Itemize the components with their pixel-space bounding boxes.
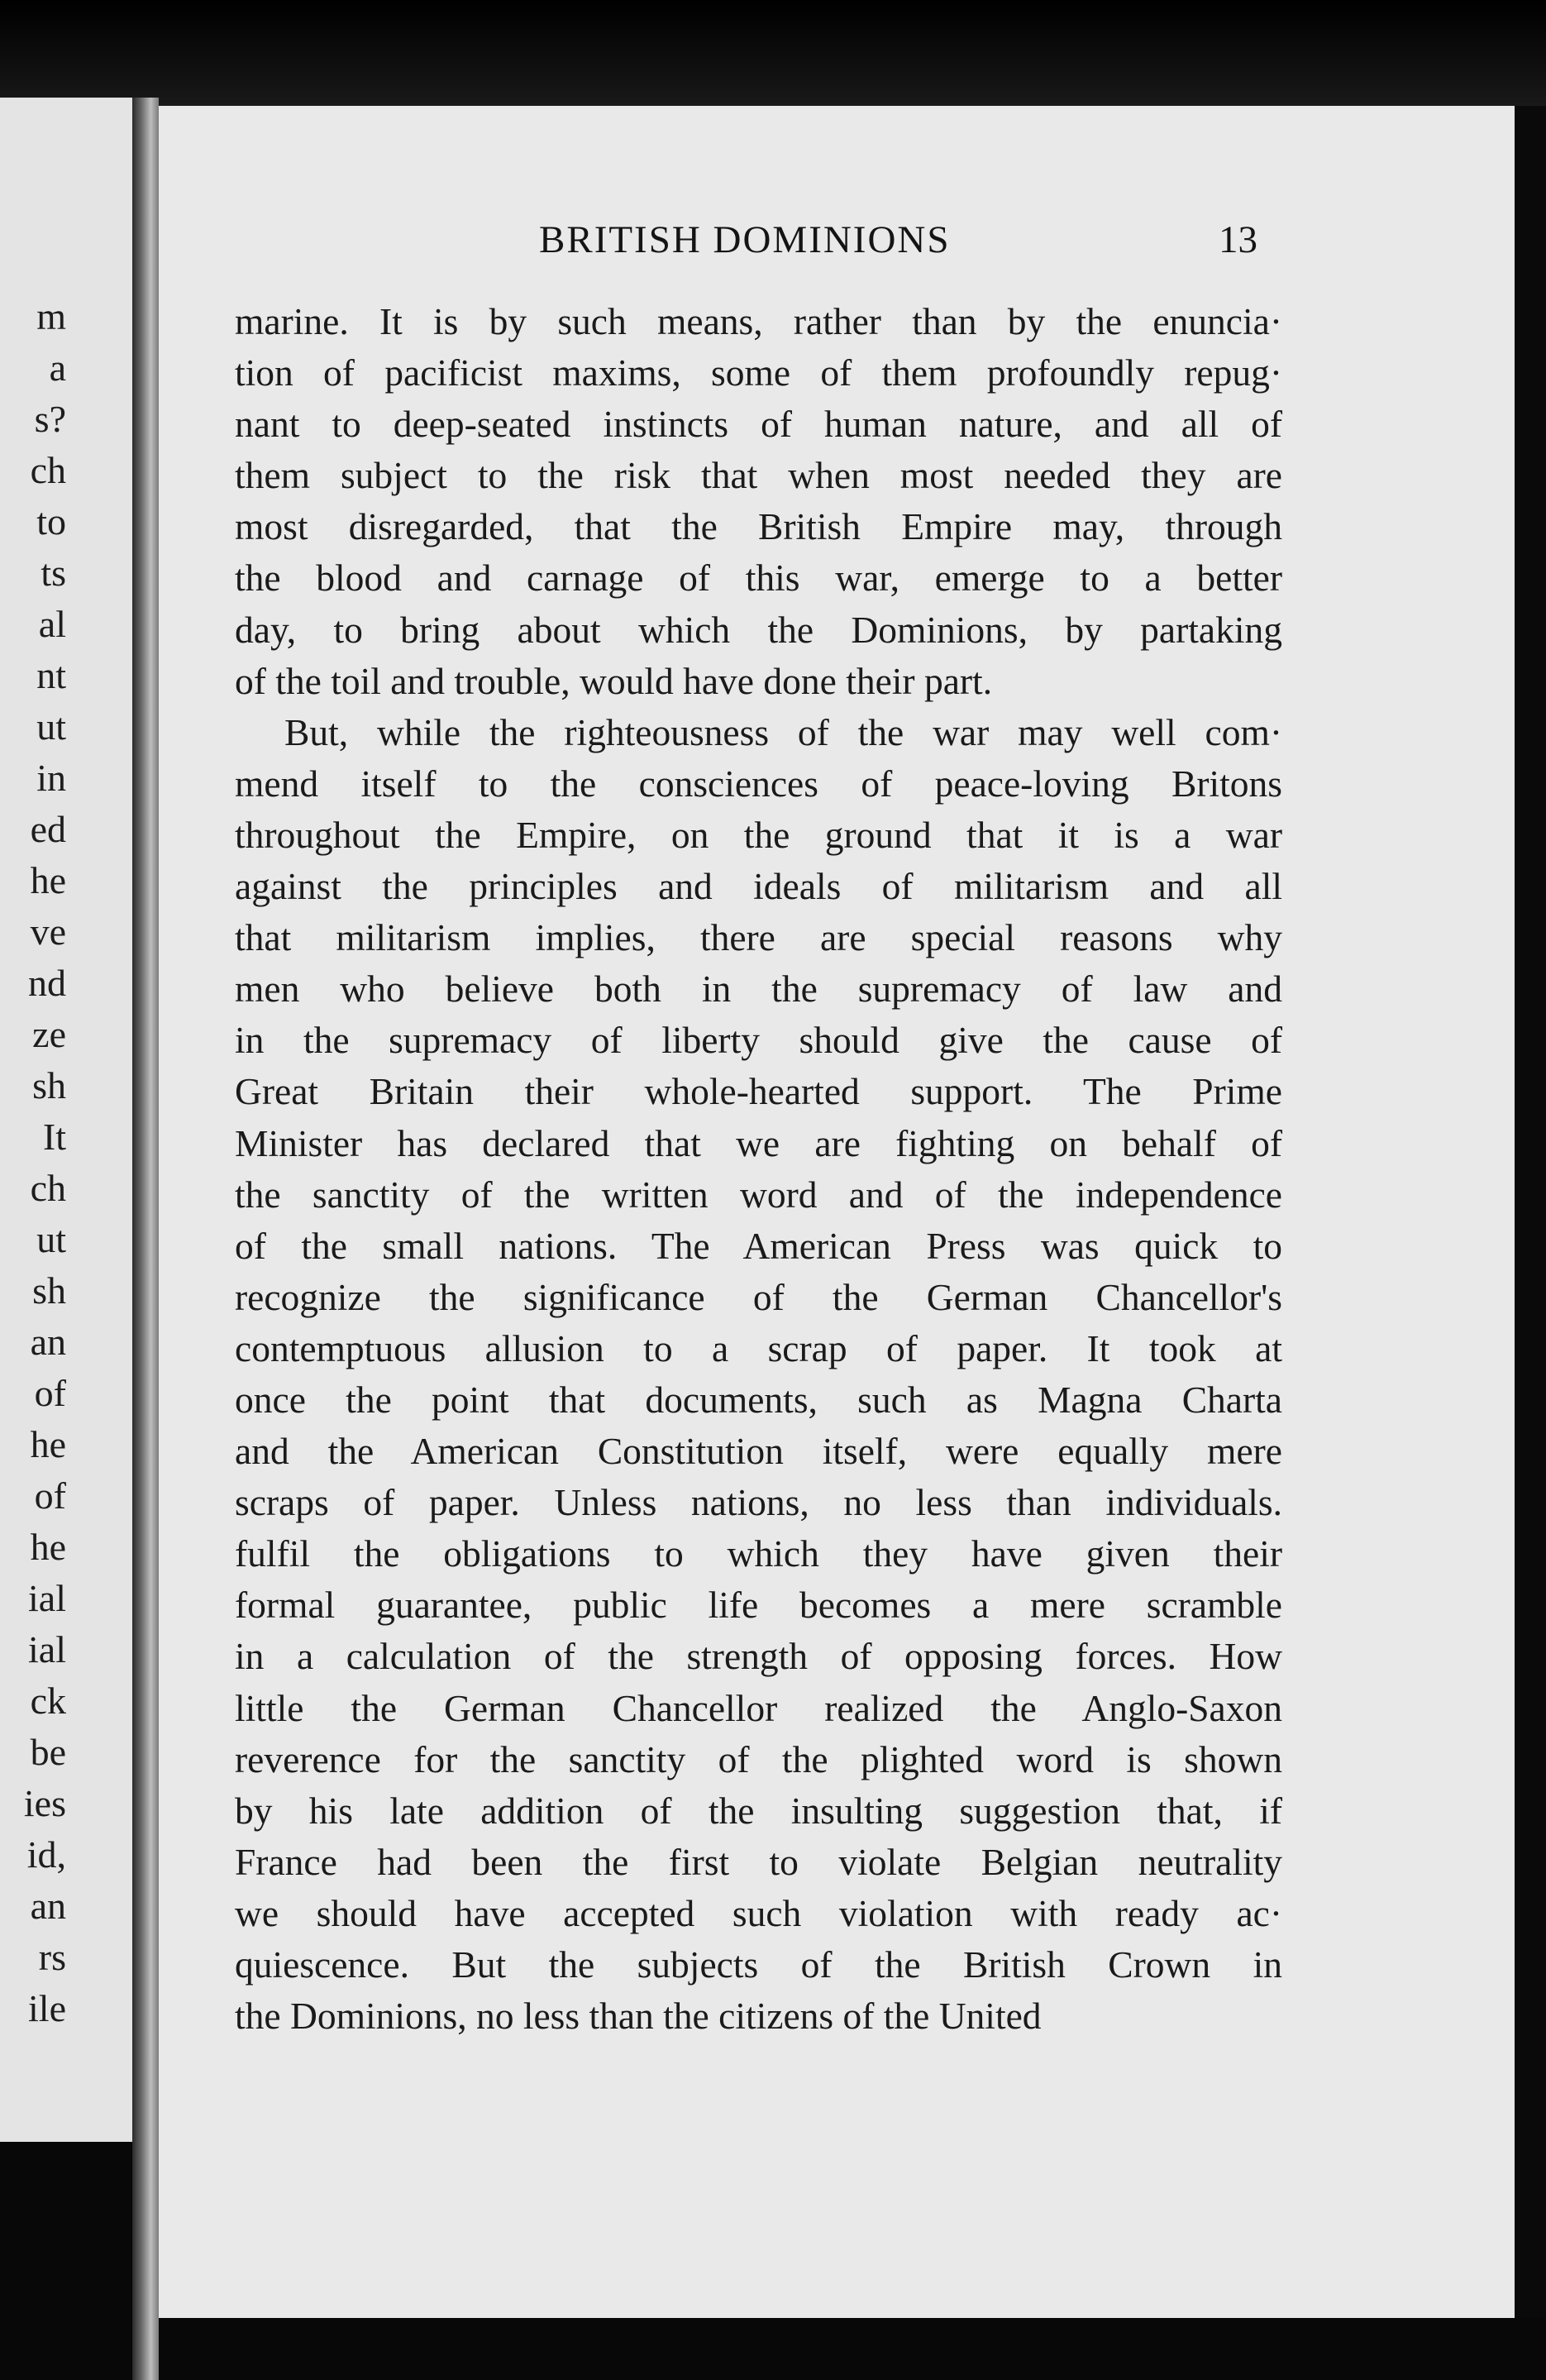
text-line: the sanctity of the written word and of the independence	[235, 1173, 1282, 1216]
text-line: and the American Constitution itself, were equally mere	[235, 1430, 1282, 1473]
left-page-fragment: of	[34, 1474, 66, 1517]
left-page-fragment: in	[36, 757, 66, 799]
scan-top-shadow	[0, 0, 1546, 108]
text-line: nant to deep-seated instincts of human nature, and all of	[235, 403, 1282, 446]
left-page-fragment: be	[30, 1731, 66, 1773]
left-page-fragment: ck	[30, 1680, 66, 1722]
text-line: against the principles and ideals of militarism and all	[235, 865, 1282, 908]
left-page-fragment: he	[30, 1423, 66, 1465]
left-page-fragment: ch	[30, 449, 66, 491]
left-page-fragment: ial	[28, 1577, 66, 1619]
left-page-fragment: id,	[26, 1833, 66, 1876]
text-line: the blood and carnage of this war, emerge to a better	[235, 557, 1282, 600]
text-line: tion of pacificist maxims, some of them profoundly repug·	[235, 351, 1282, 394]
text-line: in a calculation of the strength of opposing forces. How	[235, 1635, 1282, 1678]
left-page-fragment: an	[30, 1885, 66, 1927]
text-line: of the small nations. The American Press was quick to	[235, 1224, 1282, 1267]
left-page-fragment: s?	[34, 398, 66, 440]
text-line: by his late addition of the insulting suggestion that, if	[235, 1789, 1282, 1832]
text-line: most disregarded, that the British Empire may, through	[235, 505, 1282, 548]
text-line: the Dominions, no less than the citizens of the United	[235, 1995, 1042, 2038]
left-page-fragment: sh	[32, 1269, 66, 1312]
left-page-fragment: he	[30, 859, 66, 901]
text-line: fulfil the obligations to which they have given their	[235, 1532, 1282, 1575]
left-page-fragment: he	[30, 1526, 66, 1568]
book-gutter	[132, 98, 159, 2380]
left-page-text-fragments	[0, 291, 71, 2034]
body-text	[235, 296, 1282, 2042]
left-page-fragment: of	[34, 1372, 66, 1414]
left-page-fragment: a	[49, 346, 66, 389]
left-page-fragment: m	[36, 295, 66, 337]
text-line: quiescence. But the subjects of the British Crown in	[235, 1943, 1282, 1986]
left-page-fragment: ch	[30, 1167, 66, 1209]
left-facing-page	[0, 98, 132, 2142]
left-page-fragment: nd	[28, 962, 66, 1004]
text-line: of the toil and trouble, would have done their part.	[235, 659, 993, 702]
left-page-fragment: ts	[41, 552, 66, 594]
left-page-fragment: ve	[30, 910, 66, 953]
left-page-fragment: an	[30, 1321, 66, 1363]
left-page-fragment: to	[36, 500, 66, 542]
left-page-fragment: It	[42, 1116, 66, 1158]
text-line: throughout the Empire, on the ground that it is a war	[235, 813, 1282, 856]
text-line: them subject to the risk that when most needed they are	[235, 454, 1282, 497]
text-line: formal guarantee, public life becomes a mere scramble	[235, 1584, 1282, 1627]
left-page-fragment: ut	[36, 705, 66, 748]
text-line: mend itself to the consciences of peace-loving Britons	[235, 762, 1282, 805]
running-head: BRITISH DOMINIONS	[539, 218, 951, 261]
left-page-fragment: ed	[30, 808, 66, 850]
left-page-fragment: al	[38, 603, 66, 645]
left-page-fragment: rs	[38, 1936, 66, 1978]
left-page-fragment: ut	[36, 1218, 66, 1260]
text-line: But, while the righteousness of the war may well com·	[284, 710, 1282, 753]
text-line: in the supremacy of liberty should give the cause of	[235, 1019, 1282, 1062]
left-page-fragment: ile	[28, 1987, 66, 2029]
text-line: Minister has declared that we are fighting on behalf of	[235, 1121, 1282, 1164]
text-line: France had been the first to violate Belgian neutrality	[235, 1840, 1282, 1883]
text-line: little the German Chancellor realized the Anglo-Saxon	[235, 1686, 1282, 1729]
text-line: we should have accepted such violation with ready ac·	[235, 1891, 1282, 1934]
text-line: recognize the significance of the German Chancellor's	[235, 1275, 1282, 1318]
left-page-fragment: ze	[32, 1013, 66, 1055]
left-page-fragment: ial	[28, 1628, 66, 1670]
left-page-fragment: sh	[32, 1064, 66, 1106]
text-line: marine. It is by such means, rather than by the enuncia·	[235, 300, 1282, 342]
page-header	[159, 217, 1515, 275]
right-page	[159, 106, 1515, 2318]
text-line: Great Britain their whole-hearted support. The Prime	[235, 1070, 1282, 1113]
text-line: reverence for the sanctity of the plighted word is shown	[235, 1737, 1282, 1780]
scan-right-edge	[1515, 106, 1546, 2318]
page-number: 13	[1219, 218, 1257, 261]
text-line: that militarism implies, there are special reasons why	[235, 916, 1282, 959]
text-line: contemptuous allusion to a scrap of paper. It took at	[235, 1326, 1282, 1369]
text-line: once the point that documents, such as Magna Charta	[235, 1378, 1282, 1421]
left-page-fragment: nt	[36, 654, 66, 696]
text-line: scraps of paper. Unless nations, no less than individuals.	[235, 1481, 1282, 1524]
text-line: day, to bring about which the Dominions, by partaking	[235, 608, 1282, 651]
left-page-fragment: ies	[23, 1782, 66, 1824]
text-line: men who believe both in the supremacy of law and	[235, 968, 1282, 1011]
